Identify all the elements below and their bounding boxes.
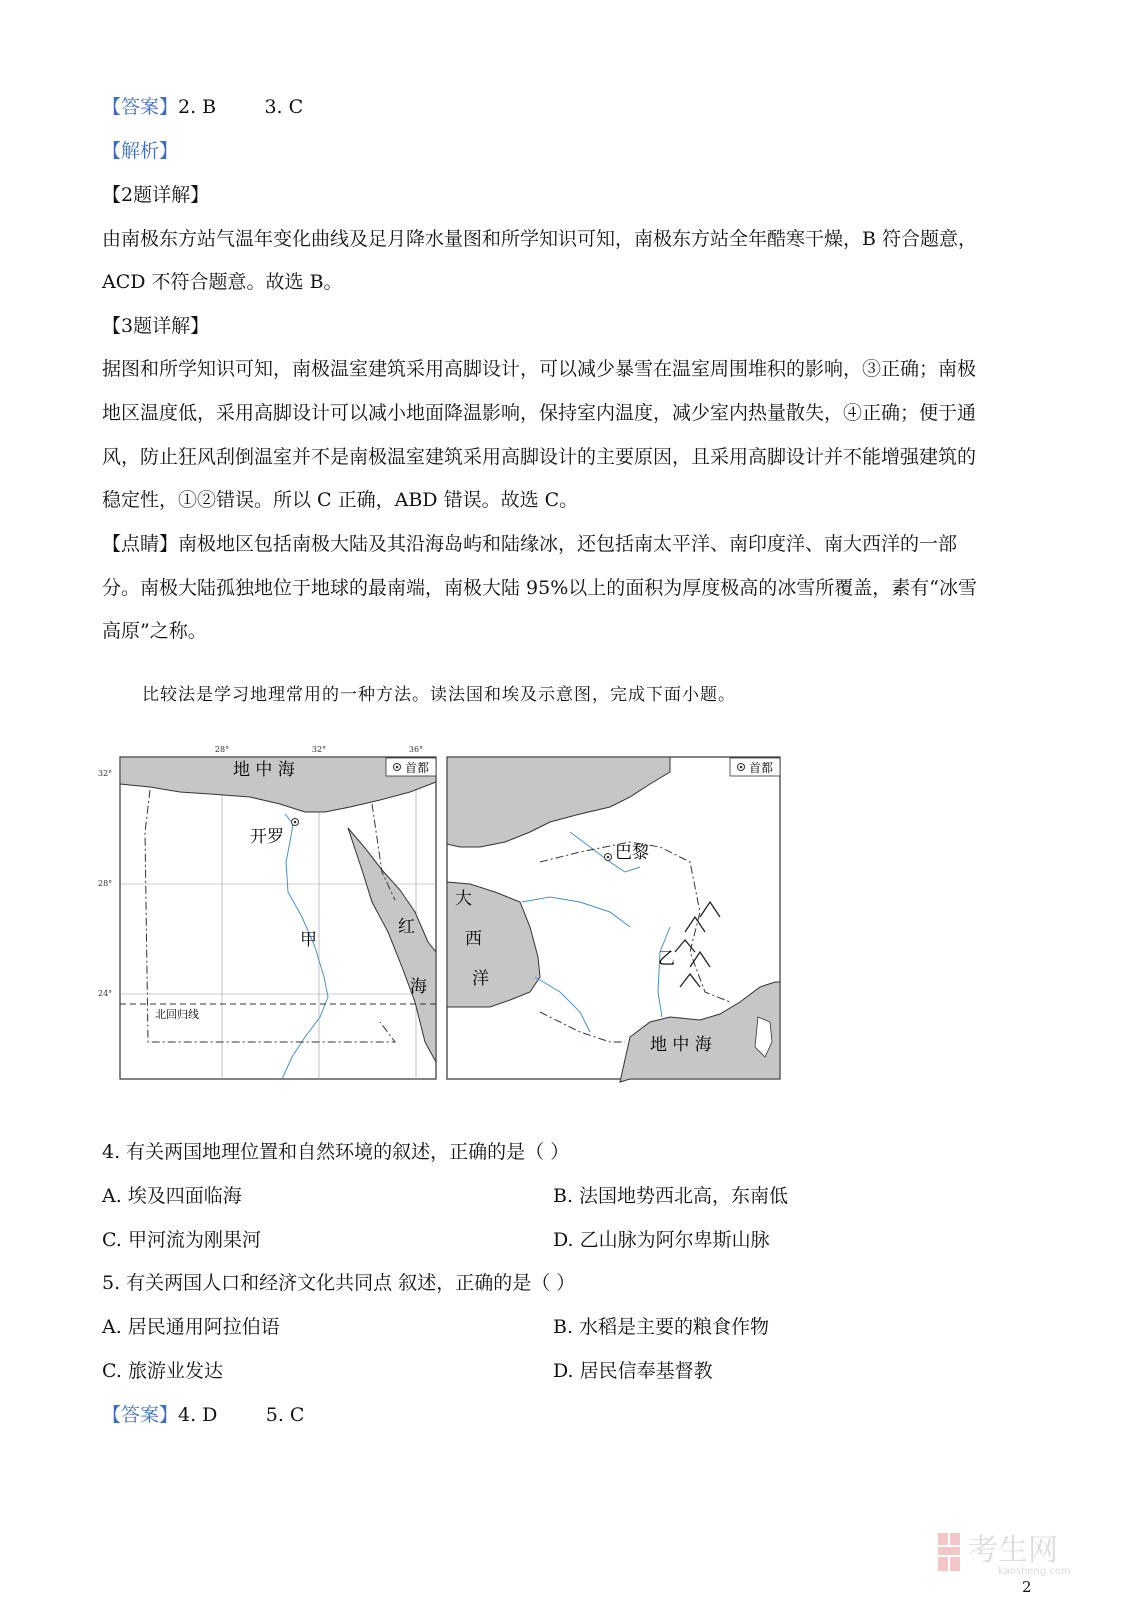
tropic-label: 北回归线: [155, 1008, 199, 1021]
q5-option[interactable]: C. 旅游业发达: [102, 1360, 223, 1382]
q3-detail-line: 据图和所学知识可知，南极温室建筑采用高脚设计，可以减少暴雪在温室周围堆积的影响，③正确；南极: [102, 358, 977, 380]
watermark-url: kaosheng.com: [998, 1566, 1071, 1577]
q4-stem: 4. 有关两国地理位置和自然环境的叙述，正确的是（ ）: [102, 1141, 570, 1163]
watermark-name: 考生网: [968, 1533, 1058, 1568]
ocean-label: 西: [465, 929, 482, 949]
q2-detail-heading: 【2题详解】: [102, 184, 210, 206]
lon-label: 32°: [311, 745, 327, 754]
answer-tag: 【答案】: [102, 96, 179, 118]
q3-detail-line: 地区温度低，采用高脚设计可以减小地面降温影响，保持室内温度，减少室内热量散失，④正确；便于通: [102, 402, 977, 424]
lat-label: 32°: [98, 769, 113, 778]
q5-option[interactable]: D. 居民信奉基督教: [553, 1360, 713, 1382]
q2-detail-line: ACD 不符合题意。故选 B。: [102, 271, 343, 293]
answer-tag: 【答案】: [102, 1404, 179, 1426]
answer-text: 4. D 5. C: [178, 1404, 305, 1426]
egypt-map: [98, 745, 436, 1079]
sea-label: 地 中 海: [650, 1035, 712, 1055]
tip-tag: 【点睛】: [102, 533, 179, 555]
tip-line: 分。南极大陆孤独地位于地球的最南端，南极大陆 95%以上的面积为厚度极高的冰雪所覆盖，素有“冰雪: [102, 577, 977, 599]
q4-option[interactable]: B. 法国地势西北高，东南低: [553, 1185, 789, 1207]
q5-stem: 5. 有关两国人口和经济文化共同点 叙述，正确的是（ ）: [102, 1272, 576, 1294]
lat-label: 24°: [98, 989, 113, 998]
france-map: [447, 757, 780, 1082]
lat-label: 28°: [98, 879, 113, 888]
red-sea-label: 海: [410, 977, 427, 997]
q4-option[interactable]: A. 埃及四面临海: [102, 1185, 242, 1207]
lon-label: 36°: [408, 745, 424, 754]
tip-line-1: [102, 532, 957, 556]
q2-detail-line: 由南极东方站气温年变化曲线及足月降水量图和所学知识可知，南极东方站全年酷寒干燥，B 符合题意，: [102, 228, 978, 250]
page-number: 2: [1022, 1578, 1032, 1596]
tip-text: 南极地区包括南极大陆及其沿海岛屿和陆缘冰，还包括南太平洋、南印度洋、南大西洋的一部: [178, 533, 958, 555]
watermark-logo: [938, 1530, 1118, 1580]
answer-line-1: [102, 95, 303, 119]
city-label: 开罗: [250, 827, 284, 847]
lon-label: 28°: [214, 745, 230, 754]
q3-detail-heading: 【3题详解】: [102, 315, 210, 337]
q4-option[interactable]: D. 乙山脉为阿尔卑斯山脉: [553, 1229, 770, 1251]
q4-option[interactable]: C. 甲河流为刚果河: [102, 1229, 261, 1251]
sea-label: 地 中 海: [233, 760, 295, 780]
q5-option[interactable]: A. 居民通用阿拉伯语: [102, 1316, 280, 1338]
red-sea-label: 红: [398, 917, 415, 937]
q3-detail-line: 稳定性，①②错误。所以 C 正确，ABD 错误。故选 C。: [102, 489, 579, 511]
answer-text: 2. B 3. C: [178, 96, 304, 118]
answer-line-2: [102, 1403, 304, 1427]
capital-legend: 首都: [405, 761, 430, 775]
river-label: 甲: [300, 930, 317, 950]
tip-line: 高原”之称。: [102, 620, 207, 642]
analysis-tag: 【解析】: [102, 140, 179, 162]
q5-option[interactable]: B. 水稻是主要的粮食作物: [553, 1316, 770, 1338]
map-figure: [98, 745, 810, 1104]
capital-legend: 首都: [749, 761, 774, 775]
ocean-label: 洋: [472, 969, 489, 989]
ocean-label: 大: [455, 889, 472, 909]
intro-text: 比较法是学习地理常用的一种方法。读法国和埃及示意图，完成下面小题。: [142, 685, 736, 705]
q3-detail-line: 风，防止狂风刮倒温室并不是南极温室建筑采用高脚设计的主要原因，且采用高脚设计并不能增强建筑的: [102, 446, 977, 468]
mountain-label: 乙: [658, 949, 675, 969]
city-label: 巴黎: [615, 843, 649, 863]
